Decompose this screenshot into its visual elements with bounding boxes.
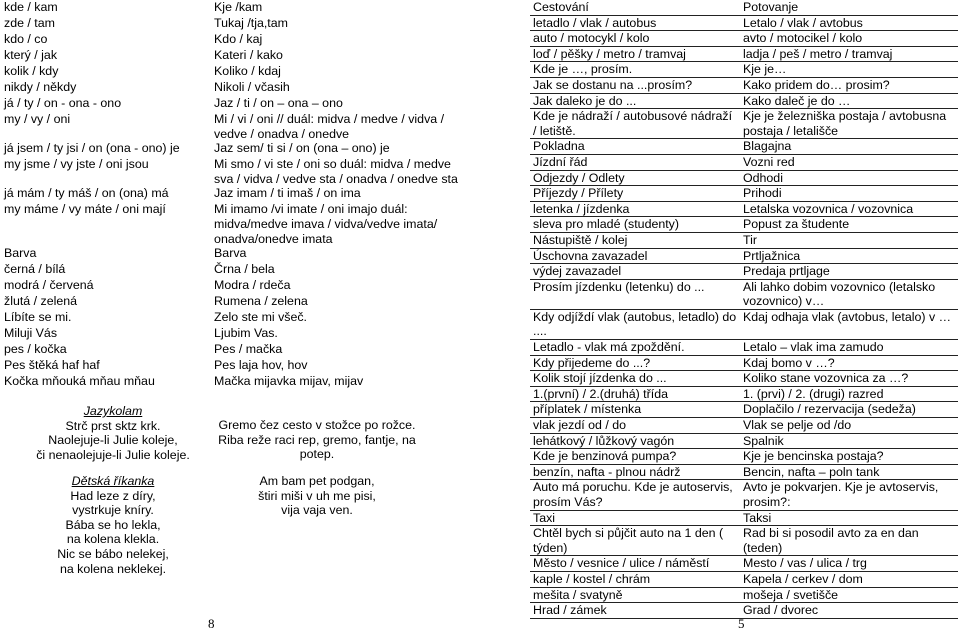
left-vocab-row bbox=[0, 32, 470, 48]
right-vocab-row bbox=[530, 402, 958, 418]
left-vocab-row bbox=[0, 278, 470, 294]
slovene-term: Avto je pokvarjen. Kje je avtoservis, prosim?: bbox=[738, 480, 958, 510]
left-vocab-row bbox=[0, 358, 470, 374]
right-vocab-row bbox=[530, 386, 958, 402]
left-vocab-row bbox=[0, 64, 470, 80]
slovene-term: Modra / rdeča bbox=[214, 278, 291, 293]
slovene-term: Zelo ste mi všeč. bbox=[214, 310, 308, 325]
right-vocab-row bbox=[530, 279, 958, 309]
right-vocab-row bbox=[530, 93, 958, 109]
slovene-term: Koliko / kdaj bbox=[214, 64, 281, 78]
right-vocab-row bbox=[530, 556, 958, 572]
slovene-term: Črna / bela bbox=[214, 262, 275, 277]
right-vocab-row bbox=[530, 464, 958, 480]
left-vocab-row bbox=[0, 112, 470, 141]
slovene-term: Kje je železniška postaja / avtobusna postaja / letališče bbox=[738, 109, 958, 139]
slovene-term: Grad / dvorec bbox=[738, 603, 958, 619]
left-vocab-row bbox=[0, 246, 470, 262]
czech-term: Hrad / zámek bbox=[530, 603, 738, 619]
verse-line: vystrkuje kníry. bbox=[72, 503, 154, 518]
czech-term: Kolik stojí jízdenka do ... bbox=[530, 371, 738, 387]
czech-term: Prosím jízdenku (letenku) do ... bbox=[530, 279, 738, 309]
left-vocab-row bbox=[0, 16, 470, 32]
tongue-twister-heading: Jazykolam bbox=[83, 404, 143, 418]
slovene-term: Ali lahko dobim vozovnico (letalsko vozovnico) v… bbox=[738, 279, 958, 309]
czech-term: my / vy / oni bbox=[4, 112, 71, 126]
czech-term: Kde je benzinová pumpa? bbox=[530, 449, 738, 465]
slovene-term: Pes / mačka bbox=[214, 342, 283, 357]
right-vocab-row bbox=[530, 526, 958, 556]
czech-term: Taxi bbox=[530, 510, 738, 526]
czech-term: pes / kočka bbox=[4, 342, 67, 357]
czech-term: Kdy přijedeme do ...? bbox=[530, 355, 738, 371]
page-number-left: 8 bbox=[208, 616, 215, 631]
czech-term: kdo / co bbox=[4, 32, 48, 46]
left-vocab-row bbox=[0, 310, 470, 326]
czech-term: Jak se dostanu na ...prosím? bbox=[530, 77, 738, 93]
left-vocab-row bbox=[0, 141, 470, 157]
right-vocab-row bbox=[530, 139, 958, 155]
verse-line: Bába se ho lekla, bbox=[65, 517, 161, 532]
left-vocab-row bbox=[0, 96, 470, 112]
czech-term: já jsem / ty jsi / on (ona - ono) je bbox=[4, 141, 180, 156]
slovene-term: Pes laja hov, hov bbox=[214, 358, 308, 373]
czech-term: Jízdní řád bbox=[530, 154, 738, 170]
tongue-twister-slovene bbox=[212, 418, 422, 462]
left-vocab-row bbox=[0, 342, 470, 358]
slovene-term: Odhodi bbox=[738, 170, 958, 186]
slovene-term: Vozni red bbox=[738, 154, 958, 170]
slovene-term: Letalska vozovnica / vozovnica bbox=[738, 201, 958, 217]
right-vocab-row bbox=[530, 31, 958, 47]
right-vocab-row bbox=[530, 46, 958, 62]
slovene-term: Jaz / ti / on – ona – ono bbox=[214, 96, 343, 110]
czech-term: Kdy odjíždí vlak (autobus, letadlo) do .... bbox=[530, 309, 738, 339]
rhyme-czech bbox=[28, 474, 198, 576]
right-vocab-row bbox=[530, 355, 958, 371]
right-vocab-row bbox=[530, 309, 958, 339]
czech-term: nikdy / někdy bbox=[4, 80, 77, 94]
slovene-term: Vlak se pelje od /do bbox=[738, 418, 958, 434]
slovene-term: Letalo / vlak / avtobus bbox=[738, 15, 958, 31]
czech-term: Jak daleko je do ... bbox=[530, 93, 738, 109]
slovene-term: Kapela / cerkev / dom bbox=[738, 571, 958, 587]
czech-term: Letadlo - vlak má zpoždění. bbox=[530, 340, 738, 356]
right-page bbox=[530, 0, 960, 635]
verse-line: Gremo čez cesto v stožce po rožce. bbox=[218, 418, 416, 432]
right-vocab-row bbox=[530, 433, 958, 449]
verse-line: Nic se bábo nelekej, bbox=[57, 546, 169, 561]
slovene-term: Taksi bbox=[738, 510, 958, 526]
right-vocab-row bbox=[530, 217, 958, 233]
slovene-term: Letalo – vlak ima zamudo bbox=[738, 340, 958, 356]
left-vocab-row bbox=[0, 186, 470, 202]
slovene-term: mošeja / svetišče bbox=[738, 587, 958, 603]
right-vocab-row bbox=[530, 0, 958, 15]
right-vocab-row bbox=[530, 154, 958, 170]
czech-term: Nástupiště / kolej bbox=[530, 232, 738, 248]
slovene-term: Potovanje bbox=[738, 0, 958, 15]
right-vocab-row bbox=[530, 571, 958, 587]
right-vocab-row bbox=[530, 449, 958, 465]
slovene-term: Rumena / zelena bbox=[214, 294, 308, 309]
verse-line: Strč prst sktz krk. bbox=[65, 418, 161, 433]
verse-line: Naolejuje-li Julie koleje, bbox=[48, 433, 178, 448]
czech-term: kde / kam bbox=[4, 0, 58, 14]
right-vocab-row bbox=[530, 510, 958, 526]
czech-term: Kde je nádraží / autobusové nádraží / letiště. bbox=[530, 109, 738, 139]
slovene-term: Koliko stane vozovnica za …? bbox=[738, 371, 958, 387]
czech-term: Pes štěká haf haf bbox=[4, 358, 100, 373]
czech-term: 1.(první) / 2.(druhá) třída bbox=[530, 386, 738, 402]
slovene-term: 1. (prvi) / 2. (drugi) razred bbox=[738, 386, 958, 402]
czech-term: modrá / červená bbox=[4, 278, 94, 293]
slovene-term: Mesto / vas / ulica / trg bbox=[738, 556, 958, 572]
right-vocab-row bbox=[530, 418, 958, 434]
left-vocab-row bbox=[0, 202, 470, 246]
czech-term: mešita / svatyně bbox=[530, 587, 738, 603]
czech-term: vlak jezdí od / do bbox=[530, 418, 738, 434]
czech-term: Miluji Vás bbox=[4, 326, 58, 341]
rhyme-slovene bbox=[222, 474, 412, 518]
czech-term: Cestování bbox=[530, 0, 738, 15]
left-page bbox=[0, 0, 470, 635]
slovene-term: Bencin, nafta – poln tank bbox=[738, 464, 958, 480]
tongue-twister-czech bbox=[20, 404, 206, 462]
right-vocab-row bbox=[530, 371, 958, 387]
verse-line: Had leze z díry, bbox=[70, 488, 156, 503]
slovene-term: Mi / vi / oni // duál: midva / medve / vidva / vedve / onadva / onedve bbox=[214, 112, 445, 141]
slovene-term: Kako pridem do… prosim? bbox=[738, 77, 958, 93]
right-vocab-row bbox=[530, 587, 958, 603]
slovene-term: Kje je… bbox=[738, 62, 958, 78]
czech-term: Barva bbox=[4, 246, 37, 261]
slovene-term: ladja / peš / metro / tramvaj bbox=[738, 46, 958, 62]
verse-line: potep. bbox=[299, 447, 335, 462]
right-vocab-row bbox=[530, 232, 958, 248]
verse-line: vija vaja ven. bbox=[281, 503, 353, 518]
left-vocab-row bbox=[0, 262, 470, 278]
czech-term: žlutá / zelená bbox=[4, 294, 78, 309]
left-vocab-row bbox=[0, 374, 470, 390]
right-vocab-row bbox=[530, 15, 958, 31]
czech-term: benzín, nafta - plnou nádrž bbox=[530, 464, 738, 480]
right-vocab-row bbox=[530, 248, 958, 264]
czech-term: kaple / kostel / chrám bbox=[530, 571, 738, 587]
slovene-term: Prihodi bbox=[738, 186, 958, 202]
right-vocab-row bbox=[530, 109, 958, 139]
czech-term: loď / pěšky / metro / tramvaj bbox=[530, 46, 738, 62]
slovene-term: Tir bbox=[738, 232, 958, 248]
czech-term: příplatek / místenka bbox=[530, 402, 738, 418]
verse-line: či nenaolejuje-li Julie koleje. bbox=[36, 447, 190, 462]
czech-term: výdej zavazadel bbox=[530, 264, 738, 280]
right-vocab-row bbox=[530, 264, 958, 280]
slovene-term: Mi imamo /vi imate / oni imajo duál: midva/medve imava / vidva/vedve imata/ onadva/onedve imata bbox=[214, 202, 438, 246]
czech-term: já / ty / on - ona - ono bbox=[4, 96, 122, 110]
verse-line: Riba reže raci rep, gremo, fantje, na bbox=[218, 432, 416, 447]
right-vocabulary-table bbox=[530, 0, 958, 619]
slovene-term: Ljubim Vas. bbox=[214, 326, 278, 341]
slovene-term: Spalnik bbox=[738, 433, 958, 449]
verse-line: na kolena klekla. bbox=[66, 532, 160, 547]
czech-term: Město / vesnice / ulice / náměstí bbox=[530, 556, 738, 572]
slovene-term: Tukaj /tja,tam bbox=[214, 16, 288, 30]
verse-line: štiri miši v uh me pisi, bbox=[258, 488, 376, 503]
czech-term: já mám / ty máš / on (ona) má bbox=[4, 186, 169, 201]
czech-term: Líbíte se mi. bbox=[4, 310, 72, 325]
verse-line: Am bam pet podgan, bbox=[259, 474, 375, 488]
czech-term: Kde je …, prosím. bbox=[530, 62, 738, 78]
slovene-term: Barva bbox=[214, 246, 247, 261]
slovene-term: Kdo / kaj bbox=[214, 32, 263, 46]
slovene-term: Jaz sem/ ti si / on (ona – ono) je bbox=[214, 141, 390, 156]
slovene-term: Kje /kam bbox=[214, 0, 263, 14]
slovene-term: Blagajna bbox=[738, 139, 958, 155]
slovene-term: Doplačilo / rezervacija (sedeža) bbox=[738, 402, 958, 418]
left-vocab-row bbox=[0, 294, 470, 310]
left-vocab-row bbox=[0, 157, 470, 186]
czech-term: my jsme / vy jste / oni jsou bbox=[4, 157, 149, 172]
slovene-term: avto / motocikel / kolo bbox=[738, 31, 958, 47]
czech-term: Pokladna bbox=[530, 139, 738, 155]
slovene-term: Nikoli / včasih bbox=[214, 80, 290, 94]
left-vocab-row bbox=[0, 0, 470, 16]
czech-term: sleva pro mladé (studenty) bbox=[530, 217, 738, 233]
czech-term: Odjezdy / Odlety bbox=[530, 170, 738, 186]
right-vocab-row bbox=[530, 340, 958, 356]
slovene-term: Kateri / kako bbox=[214, 48, 283, 62]
rhyme-heading: Dětská říkanka bbox=[71, 474, 155, 488]
czech-term: lehátkový / lůžkový vagón bbox=[530, 433, 738, 449]
slovene-term: Prtljažnica bbox=[738, 248, 958, 264]
czech-term: Úschovna zavazadel bbox=[530, 248, 738, 264]
czech-term: Auto má poruchu. Kde je autoservis, prosím Vás? bbox=[530, 480, 738, 510]
czech-term: zde / tam bbox=[4, 16, 55, 30]
czech-term: auto / motocykl / kolo bbox=[530, 31, 738, 47]
page-number-right: 5 bbox=[738, 616, 745, 631]
czech-term: Kočka mňouká mňau mňau bbox=[4, 374, 155, 389]
slovene-term: Kdaj bomo v …? bbox=[738, 355, 958, 371]
slovene-term: Predaja prtljage bbox=[738, 264, 958, 280]
verse-line: na kolena neklekej. bbox=[59, 561, 167, 576]
czech-term: kolik / kdy bbox=[4, 64, 59, 78]
slovene-term: Rad bi si posodil avto za en dan (teden) bbox=[738, 526, 958, 556]
left-vocabulary-table bbox=[0, 0, 470, 390]
left-vocab-row bbox=[0, 326, 470, 342]
right-vocab-row bbox=[530, 480, 958, 510]
slovene-term: Mačka mijavka mijav, mijav bbox=[214, 374, 364, 389]
left-vocab-row bbox=[0, 80, 470, 96]
right-vocab-row bbox=[530, 77, 958, 93]
right-vocab-row bbox=[530, 170, 958, 186]
slovene-term: Kje je bencinska postaja? bbox=[738, 449, 958, 465]
right-vocab-row bbox=[530, 62, 958, 78]
czech-term: černá / bílá bbox=[4, 262, 66, 277]
czech-term: který / jak bbox=[4, 48, 58, 62]
slovene-term: Jaz imam / ti imaš / on ima bbox=[214, 186, 361, 201]
slovene-term: Kako dalеč je do … bbox=[738, 93, 958, 109]
czech-term: Chtěl bych si půjčit auto na 1 den ( týden) bbox=[530, 526, 738, 556]
czech-term: letadlo / vlak / autobus bbox=[530, 15, 738, 31]
czech-term: letenka / jízdenka bbox=[530, 201, 738, 217]
czech-term: my máme / vy máte / oni mají bbox=[4, 202, 166, 217]
slovene-term: Mi smo / vi ste / oni so duál: midva / medve sva / vidva / vedve sta / onadva / onedve sta bbox=[214, 157, 458, 186]
slovene-term: Popust za študente bbox=[738, 217, 958, 233]
slovene-term: Kdaj odhaja vlak (avtobus, letalo) v … bbox=[738, 309, 958, 339]
left-vocab-row bbox=[0, 48, 470, 64]
czech-term: Příjezdy / Přílety bbox=[530, 186, 738, 202]
right-vocab-row bbox=[530, 201, 958, 217]
right-vocab-row bbox=[530, 186, 958, 202]
